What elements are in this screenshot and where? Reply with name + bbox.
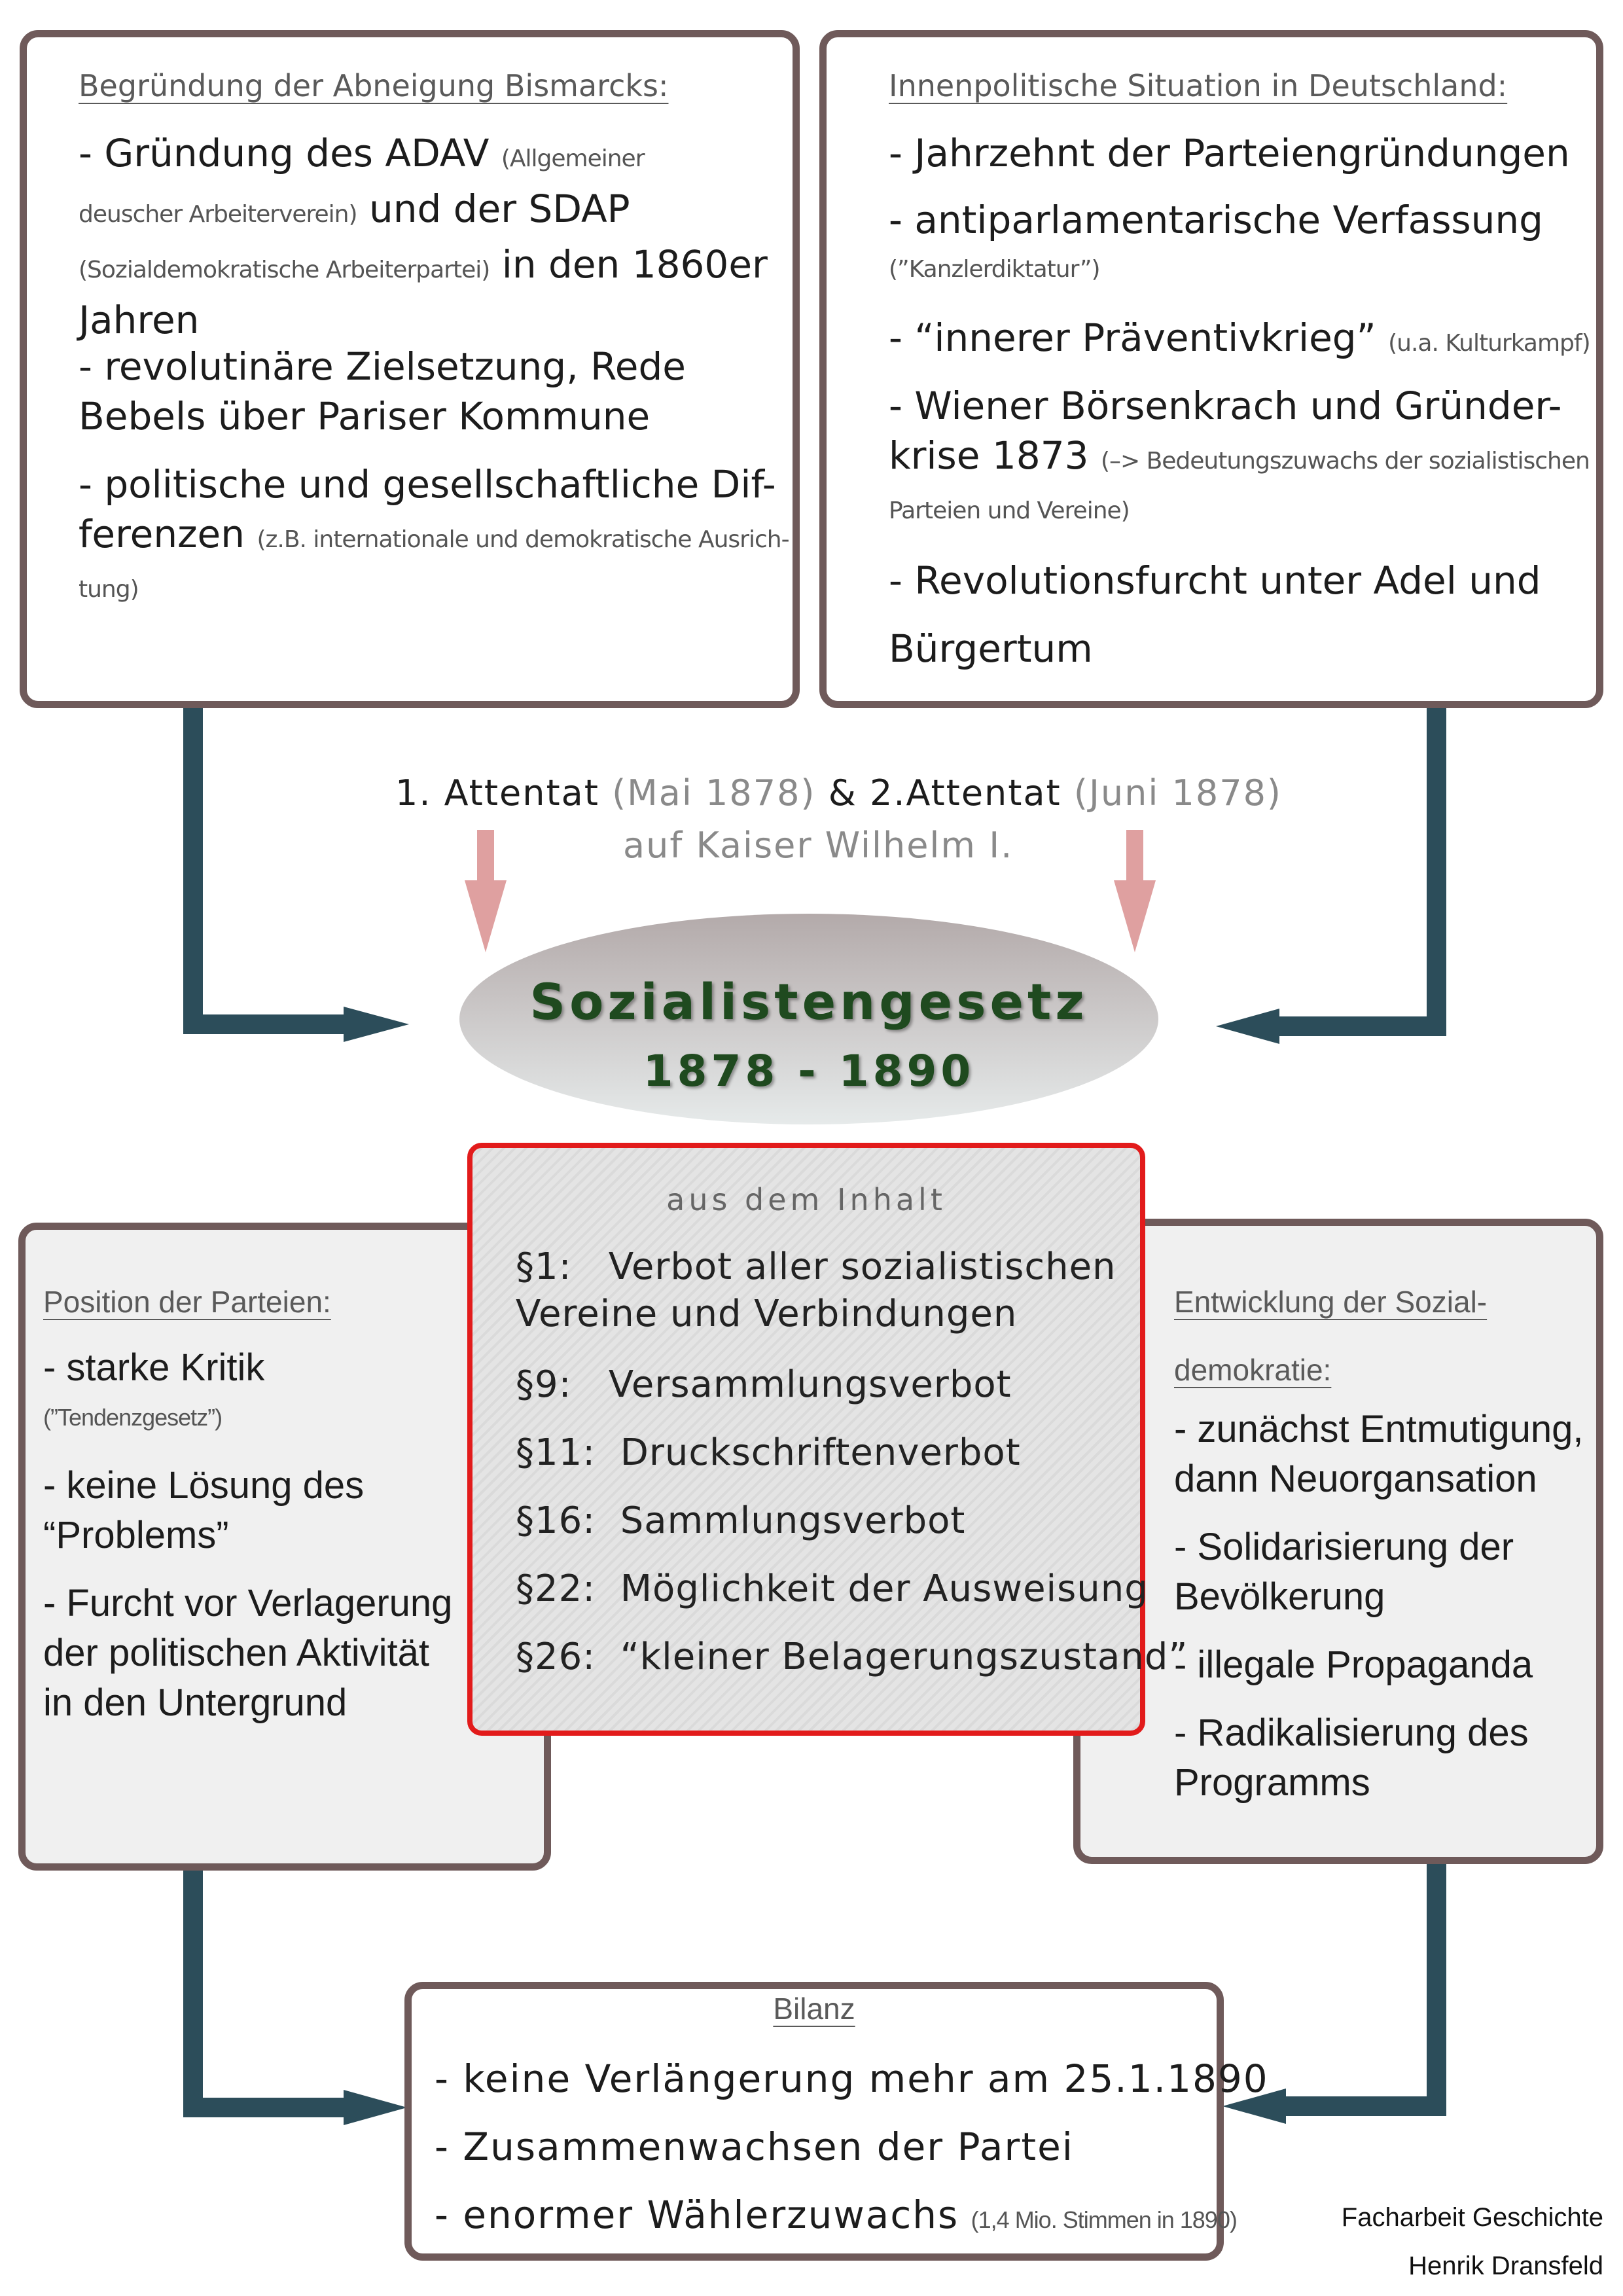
pink-arrow-right-head [1114, 880, 1156, 952]
item-voter-growth-small: (1,4 Mio. Stimmen in 1890) [971, 2206, 1237, 2233]
paragraph-9 [516, 1361, 1012, 1408]
item-discouragement-line2: dann Neuorgansation [1174, 1458, 1537, 1500]
item-radicalisation-line2: Programms [1174, 1761, 1370, 1804]
attentat-line2: auf Kaiser Wilhelm I. [623, 825, 1014, 866]
pink-arrow-left-head [465, 880, 507, 952]
item-revolution-fear [889, 547, 1541, 683]
paragraph-16-num: §16: [516, 1499, 596, 1542]
heading-law-content: aus dem Inhalt [666, 1182, 946, 1217]
footer-course: Facharbeit Geschichte [1341, 2203, 1603, 2232]
item-1860-text: in den 1860er [501, 242, 768, 287]
item-sdap-text: und der SDAP [368, 187, 630, 231]
item-revolutionary-line2: Bebels über Pariser Kommune [79, 394, 651, 439]
item-antiparliamentary [889, 195, 1543, 295]
paragraph-22 [516, 1566, 1149, 1613]
item-stock-crash-line2: krise 1873 [889, 433, 1089, 478]
paragraph-1-text: Verbot aller sozialistischen [608, 1246, 1116, 1288]
item-no-solution-line2: “Problems” [43, 1514, 229, 1556]
attentat-first: 1. Attentat [395, 772, 599, 814]
connector-top-left [193, 707, 347, 1024]
item-adav-small: (Allgemeiner [501, 145, 645, 172]
item-antiparliamentary-line1: - antiparlamentarische Verfassung [889, 198, 1543, 242]
heading-social-democracy-1: Entwicklung der Sozial- [1174, 1285, 1488, 1319]
pink-arrow-left-shaft [477, 830, 494, 882]
paragraph-16 [516, 1498, 965, 1545]
item-differences-line2: ferenzen [79, 512, 245, 556]
item-radicalisation-line1: - Radikalisierung des [1174, 1712, 1529, 1754]
attentat-second: 2.Attentat [869, 772, 1061, 814]
paragraph-16-text: Sammlungsverbot [620, 1499, 966, 1542]
item-revolutionary-goals [79, 342, 686, 441]
paragraph-1-text2: Vereine und Verbindungen [516, 1293, 1018, 1335]
connector-bottom-left [193, 1869, 347, 2108]
item-adav-text: - Gründung des ADAV [79, 131, 490, 175]
item-party-foundations: - Jahrzehnt der Parteiengründungen [889, 131, 1570, 175]
heading-bilanz: Bilanz [773, 1992, 855, 2026]
paragraph-1 [516, 1244, 1116, 1338]
paragraph-22-num: §22: [516, 1568, 596, 1610]
item-no-extension: - keine Verlängerung mehr am 25.1.1890 [435, 2056, 1269, 2101]
attentat-amp: & [828, 772, 857, 814]
item-no-solution-line1: - keine Lösung des [43, 1464, 365, 1507]
item-revolutionary-line1: - revolutinäre Zielsetzung, Rede [79, 344, 686, 389]
item-illegal-propaganda: - illegale Propaganda [1174, 1643, 1533, 1686]
item-stock-crash-small2: Parteien und Vereine) [889, 497, 1130, 524]
item-solidarity-line1: - Solidarisierung der [1174, 1526, 1514, 1568]
item-strong-criticism [43, 1343, 264, 1443]
item-stock-crash-line1: - Wiener Börsenkrach und Gründer- [889, 384, 1562, 428]
attentat-line1 [395, 772, 1282, 814]
item-solidarity [1174, 1522, 1514, 1622]
item-underground-fear [43, 1579, 452, 1728]
item-adav-sdap [79, 128, 772, 345]
item-jahren-text: Jahren [79, 298, 200, 342]
item-revolution-fear-line2: Bürgertum [889, 626, 1093, 671]
paragraph-11-text: Druckschriftenverbot [620, 1431, 1021, 1474]
item-stock-crash-small1: (–> Bedeutungszuwachs der sozialistischen [1100, 448, 1590, 475]
item-discouragement [1174, 1405, 1583, 1504]
connector-top-right [1276, 707, 1436, 1026]
item-differences-small2: tung) [79, 576, 139, 603]
paragraph-26-num: §26: [516, 1636, 596, 1678]
item-sdap-small: (Sozialdemokratische Arbeiterpartei) [79, 257, 490, 283]
heading-party-position: Position der Parteien: [43, 1285, 331, 1319]
attentat-first-date: (Mai 1878) [612, 772, 816, 814]
law-years: 1878 - 1890 [643, 1046, 975, 1096]
item-underground-line1: - Furcht vor Verlagerung [43, 1582, 453, 1624]
law-title: Sozialistengesetz [529, 973, 1088, 1031]
pink-arrow-right-shaft [1126, 830, 1143, 882]
item-revolution-fear-line1: - Revolutionsfurcht unter Adel und [889, 558, 1541, 603]
item-radicalisation [1174, 1708, 1529, 1808]
item-preventive-war-small: (u.a. Kulturkampf) [1388, 330, 1590, 357]
arrowhead-top-left [344, 1007, 409, 1042]
paragraph-26-text: “kleiner Belagerungszustand” [620, 1636, 1188, 1678]
item-adav-small-2: deuscher Arbeiterverein) [79, 201, 357, 228]
item-antiparliamentary-small: (”Kanzlerdiktatur”) [889, 256, 1100, 283]
arrowhead-top-right [1216, 1009, 1279, 1044]
item-party-merge: - Zusammenwachsen der Partei [435, 2125, 1074, 2169]
footer-author: Henrik Dransfeld [1408, 2251, 1603, 2280]
item-differences-small1: (z.B. internationale und demokratische Ausrich- [257, 526, 789, 553]
item-differences-line1: - politische und gesellschaftliche Dif- [79, 462, 776, 507]
item-voter-growth [435, 2190, 1237, 2245]
item-underground-line2: der politischen Aktivität [43, 1632, 429, 1674]
paragraph-9-num: §9: [516, 1363, 572, 1406]
item-voter-growth-text: - enormer Wählerzuwachs [435, 2193, 959, 2237]
arrowhead-bottom-left [344, 2090, 407, 2125]
item-no-solution [43, 1461, 364, 1560]
heading-social-democracy-2: demokratie: [1174, 1353, 1332, 1387]
paragraph-22-text: Möglichkeit der Ausweisung [620, 1568, 1149, 1610]
attentat-second-date: (Juni 1878) [1073, 772, 1282, 814]
item-strong-criticism-text: - starke Kritik [43, 1346, 265, 1389]
item-political-differences [79, 459, 789, 615]
item-preventive-war [889, 313, 1590, 368]
item-preventive-war-text: - “innerer Präventivkrieg” [889, 315, 1376, 360]
paragraph-9-text: Versammlungsverbot [608, 1363, 1012, 1406]
heading-bismarck-reasons: Begründung der Abneigung Bismarcks: [79, 68, 669, 103]
item-stock-crash [889, 381, 1590, 536]
item-underground-line3: in den Untergrund [43, 1681, 348, 1724]
item-solidarity-line2: Bevölkerung [1174, 1575, 1385, 1618]
paragraph-11-num: §11: [516, 1431, 596, 1474]
item-discouragement-line1: - zunächst Entmutigung, [1174, 1408, 1584, 1450]
paragraph-1-num: §1: [516, 1246, 572, 1288]
paragraph-26 [516, 1634, 1188, 1681]
item-strong-criticism-small: (”Tendenzgesetz”) [43, 1404, 223, 1431]
connector-bottom-right [1283, 1862, 1436, 2106]
paragraph-11 [516, 1429, 1021, 1477]
heading-domestic-situation: Innenpolitische Situation in Deutschland: [889, 68, 1508, 103]
